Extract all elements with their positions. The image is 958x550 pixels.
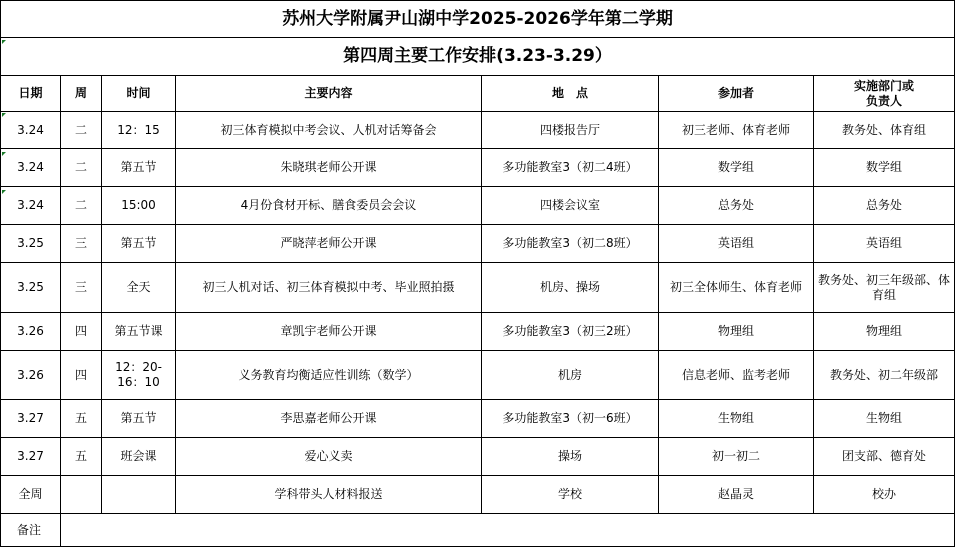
cell-content: 章凯宇老师公开课	[176, 313, 482, 351]
cell-dept: 生物组	[814, 400, 955, 438]
cell-week: 三	[61, 263, 102, 313]
cell-content: 初三人机对话、初三体育模拟中考、毕业照拍摄	[176, 263, 482, 313]
table-row	[1, 112, 955, 149]
table-row	[1, 351, 955, 400]
cell-week: 四	[61, 351, 102, 400]
header-dept	[814, 76, 955, 112]
cell-dept: 校办	[814, 476, 955, 514]
cell-place: 四楼报告厅	[482, 112, 659, 149]
table-row	[1, 149, 955, 187]
cell-dept: 物理组	[814, 313, 955, 351]
table-row	[1, 313, 955, 351]
cell-time: 第五节课	[102, 313, 176, 351]
header-week: 周	[61, 76, 102, 112]
cell-marker-icon	[2, 190, 6, 194]
header-date: 日期	[1, 76, 61, 112]
cell-place: 多功能教室3（初二4班）	[482, 149, 659, 187]
table-row	[1, 476, 955, 514]
header-participants: 参加者	[659, 76, 814, 112]
header-dept-line1: 实施部门或	[854, 78, 915, 93]
cell-content: 李思嘉老师公开课	[176, 400, 482, 438]
cell-content: 严晓萍老师公开课	[176, 225, 482, 263]
table-row	[1, 438, 955, 476]
cell-place: 操场	[482, 438, 659, 476]
cell-participants: 初一初二	[659, 438, 814, 476]
cell-time: 第五节	[102, 225, 176, 263]
cell-place: 学校	[482, 476, 659, 514]
cell-place: 机房	[482, 351, 659, 400]
note-value	[61, 514, 955, 547]
cell-time: 第五节	[102, 400, 176, 438]
cell-date: 3.24	[1, 149, 61, 187]
cell-marker-icon	[2, 152, 6, 156]
cell-date: 3.27	[1, 438, 61, 476]
cell-marker-icon	[2, 40, 6, 44]
cell-time: 第五节	[102, 149, 176, 187]
header-place: 地 点	[482, 76, 659, 112]
table-row	[1, 263, 955, 313]
cell-week	[61, 476, 102, 514]
cell-place: 机房、操场	[482, 263, 659, 313]
cell-time: 12：20-16：10	[102, 351, 176, 400]
cell-time	[102, 476, 176, 514]
cell-week: 三	[61, 225, 102, 263]
cell-time: 全天	[102, 263, 176, 313]
cell-content: 4月份食材开标、膳食委员会会议	[176, 187, 482, 225]
cell-content: 学科带头人材料报送	[176, 476, 482, 514]
cell-dept: 教务处、体育组	[814, 112, 955, 149]
cell-participants: 初三全体师生、体育老师	[659, 263, 814, 313]
cell-date: 3.25	[1, 225, 61, 263]
cell-marker-icon	[2, 113, 6, 117]
cell-content: 朱晓琪老师公开课	[176, 149, 482, 187]
cell-dept: 总务处	[814, 187, 955, 225]
cell-date: 3.24	[1, 112, 61, 149]
cell-place: 多功能教室3（初三2班）	[482, 313, 659, 351]
cell-place: 四楼会议室	[482, 187, 659, 225]
cell-date: 全周	[1, 476, 61, 514]
cell-week: 二	[61, 149, 102, 187]
note-label: 备注	[1, 514, 61, 547]
page-subtitle: 第四周主要工作安排(3.23-3.29）	[1, 38, 955, 76]
cell-date: 3.26	[1, 313, 61, 351]
table-row	[1, 225, 955, 263]
page-title: 苏州大学附属尹山湖中学2025-2026学年第二学期	[1, 1, 955, 38]
cell-participants: 初三老师、体育老师	[659, 112, 814, 149]
cell-date: 3.25	[1, 263, 61, 313]
cell-participants: 信息老师、监考老师	[659, 351, 814, 400]
header-time: 时间	[102, 76, 176, 112]
cell-dept: 团支部、德育处	[814, 438, 955, 476]
cell-date: 3.24	[1, 187, 61, 225]
table-row	[1, 187, 955, 225]
table-row	[1, 400, 955, 438]
cell-place: 多功能教室3（初一6班）	[482, 400, 659, 438]
note-row	[1, 514, 955, 547]
cell-participants: 总务处	[659, 187, 814, 225]
cell-week: 五	[61, 438, 102, 476]
cell-week: 二	[61, 112, 102, 149]
cell-date: 3.26	[1, 351, 61, 400]
cell-participants: 生物组	[659, 400, 814, 438]
cell-content: 初三体育模拟中考会议、人机对话筹备会	[176, 112, 482, 149]
cell-participants: 物理组	[659, 313, 814, 351]
cell-time: 15:00	[102, 187, 176, 225]
cell-participants: 英语组	[659, 225, 814, 263]
cell-participants: 赵晶灵	[659, 476, 814, 514]
cell-week: 二	[61, 187, 102, 225]
cell-place: 多功能教室3（初二8班）	[482, 225, 659, 263]
cell-dept: 数学组	[814, 149, 955, 187]
cell-week: 四	[61, 313, 102, 351]
cell-dept: 教务处、初二年级部	[814, 351, 955, 400]
header-dept-line2: 负责人	[866, 93, 903, 108]
cell-dept: 教务处、初三年级部、体育组	[814, 263, 955, 313]
cell-content: 义务教育均衡适应性训练（数学）	[176, 351, 482, 400]
cell-time: 12：15	[102, 112, 176, 149]
cell-dept: 英语组	[814, 225, 955, 263]
header-content: 主要内容	[176, 76, 482, 112]
cell-date: 3.27	[1, 400, 61, 438]
cell-content: 爱心义卖	[176, 438, 482, 476]
cell-participants: 数学组	[659, 149, 814, 187]
cell-time: 班会课	[102, 438, 176, 476]
cell-week: 五	[61, 400, 102, 438]
header-row	[1, 76, 955, 112]
